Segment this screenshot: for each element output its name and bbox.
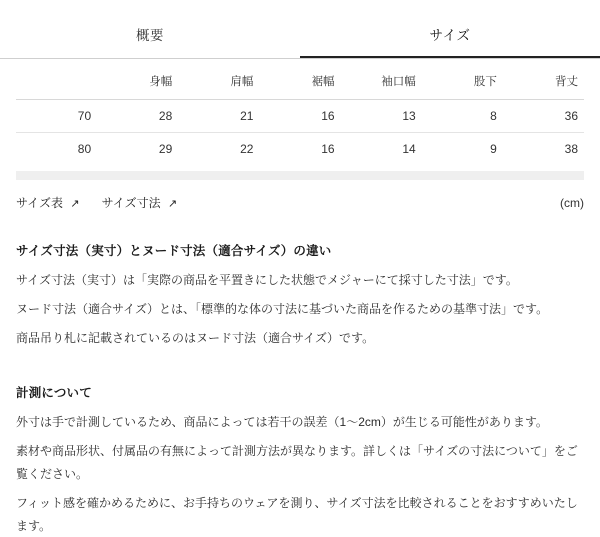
external-link-arrow-icon: ↗ (70, 198, 80, 210)
cell-70-hem-width: 16 (259, 100, 340, 133)
tab-bar (0, 16, 600, 59)
section-title-difference: サイズ寸法（実寸）とヌード寸法（適合サイズ）の違い (16, 244, 332, 258)
tab-size[interactable] (300, 16, 600, 58)
link-size-measurements-label: サイズ寸法 (101, 196, 161, 210)
header-cell-back-length: 背丈 (555, 76, 578, 88)
paragraph-method-varies: 素材や商品形状、付属品の有無によって計測方法が異なります。詳しくは「サイズの寸法について」をご覧ください。 (16, 444, 578, 481)
unit-note: (cm) (560, 195, 584, 210)
section-spacer (16, 355, 584, 369)
header-cell-size (16, 59, 97, 100)
header-cell-cuff-width: 袖口幅 (381, 76, 416, 88)
section-title-measurement: 計測について (16, 386, 92, 401)
table-scroll-bar[interactable] (16, 171, 584, 180)
size-table-body (16, 100, 584, 166)
paragraph-nude-measurement: ヌード寸法（適合サイズ）とは、「標準的な体の寸法に基づいた商品を作るための基準寸法」です。 (16, 301, 549, 316)
paragraph-tolerance: 外寸は手で計測しているため、商品によっては若干の誤差（1〜2cm）が生じる可能性があります。 (16, 415, 548, 430)
size-info-page (0, 16, 600, 533)
table-row (16, 100, 584, 133)
tab-size-label: サイズ (429, 28, 471, 43)
header-cell-bust-width: 身幅 (149, 76, 173, 88)
paragraph-fit-advice: フィット感を確かめるために、お手持ちのウェアを測り、サイズ寸法を比較されることをおすすめいたします。 (16, 495, 578, 533)
cell-70-shoulder-width: 21 (178, 100, 259, 133)
cell-70-cuff-width: 13 (341, 100, 422, 133)
size-table-head (16, 59, 584, 100)
cell-80-cuff-width: 14 (341, 133, 422, 166)
cell-70-back-length: 36 (503, 100, 584, 133)
header-cell-shoulder-width: 肩幅 (230, 76, 254, 88)
paragraph-actual-measurement: サイズ寸法（実寸）は「実際の商品を平置きにした状態でメジャーにて採寸した寸法」です。 (16, 273, 518, 287)
external-link-arrow-icon: ↗ (168, 198, 178, 210)
tab-overview[interactable] (0, 16, 300, 58)
size-table (16, 59, 584, 165)
reference-links-row (0, 180, 600, 217)
tab-overview-label: 概要 (136, 28, 164, 43)
cell-80-hem-width: 16 (259, 133, 340, 166)
header-cell-hem-width: 裾幅 (311, 76, 335, 88)
size-table-container (0, 59, 600, 165)
link-size-chart-label: サイズ表 (16, 196, 64, 210)
cell-80-inseam: 9 (422, 133, 503, 166)
size-description (0, 217, 600, 537)
row-label-80: 80 (16, 133, 97, 166)
cell-80-back-length: 38 (503, 133, 584, 166)
cell-80-shoulder-width: 22 (178, 133, 259, 166)
row-label-70: 70 (16, 100, 97, 133)
cell-70-inseam: 8 (422, 100, 503, 133)
link-size-chart[interactable] (16, 194, 80, 211)
header-cell-inseam: 股下 (473, 76, 497, 88)
table-row (16, 133, 584, 166)
link-size-measurements[interactable] (102, 194, 178, 211)
cell-80-bust-width: 29 (97, 133, 178, 166)
paragraph-hangtag-note: 商品吊り札に記載されているのはヌード寸法（適合サイズ）です。 (16, 330, 375, 345)
table-header-row (16, 59, 584, 100)
cell-70-bust-width: 28 (97, 100, 178, 133)
